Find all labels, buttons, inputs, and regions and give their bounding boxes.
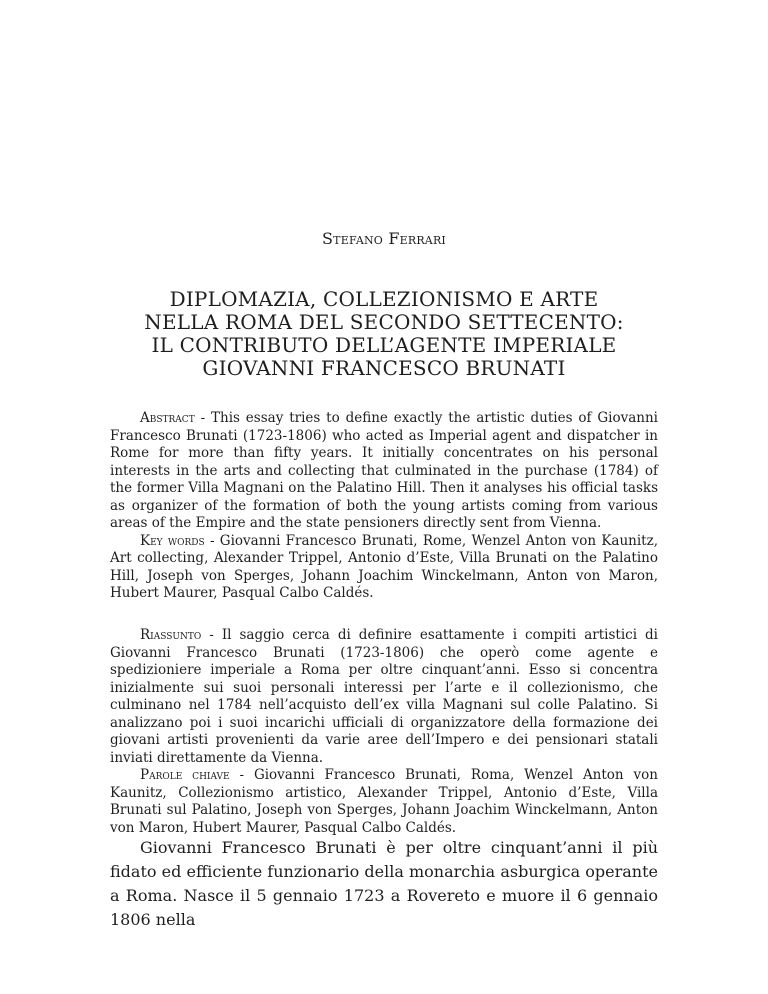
abstract-italian	[110, 627, 658, 837]
riassunto-paragraph	[110, 627, 658, 767]
title-line: DIPLOMAZIA, COLLEZIONISMO E ARTE	[169, 287, 599, 311]
parole-chiave-paragraph	[110, 767, 658, 837]
title-line: GIOVANNI FRANCESCO BRUNATI	[202, 356, 566, 380]
author-name	[0, 229, 768, 248]
abstract-paragraph	[110, 410, 658, 533]
author-first-name: Stefano	[322, 229, 384, 248]
parole-chiave-text: Giovanni Francesco Brunati, Roma, Wenzel Anton von Kaunitz, Collezionismo artistico, Alexander Trippel, Antonio d’Este, Villa Brunati sul Palatino, Joseph von Sperges, Johann Joachim Winckelmann, Anton von Maron, Hubert Maurer, Pasqual Calbo Caldés.	[110, 767, 658, 836]
riassunto-text: Il saggio cerca di definire esattamente i compiti artistici di Giovanni Francesco Brunati (1723-1806) che operò come agente e spedizioniere imperiale a Roma per oltre cinquant’anni. Esso si concentra inizialmente sui suoi personali interessi per l’arte e il collezionismo, che culminano nel 1784 nell’acquisto dell’ex villa Magnani sul colle Palatino. Si analizzano poi i suoi incarichi ufficiali di organizzatore della formazione dei giovani artisti provenienti da varie aree dell’Impero e dei pensionari statali inviati direttamente da Vienna.	[110, 627, 658, 766]
parole-chiave-label: Parole chiave	[140, 767, 230, 783]
title-line: IL CONTRIBUTO DELL’AGENTE IMPERIALE	[151, 333, 617, 357]
body-paragraph: Giovanni Francesco Brunati è per oltre cinquant’anni il più fidato ed efficiente funzionario della monarchia asburgica operante a Roma. Nasce il 5 gennaio 1723 a Rovereto e muore il 6 gennaio 1806 nella	[110, 838, 658, 929]
abstract-separator: -	[194, 410, 211, 426]
author-last-name: Ferrari	[388, 229, 446, 248]
riassunto-separator: -	[201, 627, 222, 643]
keywords-label: Key words	[140, 532, 205, 549]
keywords-text: Giovanni Francesco Brunati, Rome, Wenzel Anton von Kaunitz, Art collecting, Alexander Trippel, Antonio d’Este, Villa Brunati on the Palatino Hill, Joseph von Sperges, Johann Joachim Winckelmann, Anton von Maron, Hubert Maurer, Pasqual Calbo Caldés.	[110, 532, 658, 601]
keywords-paragraph	[110, 533, 658, 603]
abstract-english	[110, 410, 658, 603]
abstract-label: Abstract	[140, 410, 195, 426]
body-text	[110, 836, 658, 932]
abstract-text: This essay tries to define exactly the artistic duties of Giovanni Francesco Brunati (1723-1806) who acted as Imperial agent and dispatcher in Rome for more than fifty years. It initially concentrates on his personal interests in the arts and collecting that culminated in the purchase (1784) of the former Villa Magnani on the Palatino Hill. Then it analyses his official tasks as organizer of the formation of both the young artists coming from various areas of the Empire and the state pensioners directly sent from Vienna.	[110, 410, 658, 531]
keywords-separator: -	[204, 532, 220, 549]
riassunto-label: Riassunto	[140, 627, 202, 643]
article-title	[90, 288, 678, 380]
parole-chiave-separator: -	[229, 767, 254, 783]
title-line: NELLA ROMA DEL SECONDO SETTECENTO:	[144, 310, 624, 334]
